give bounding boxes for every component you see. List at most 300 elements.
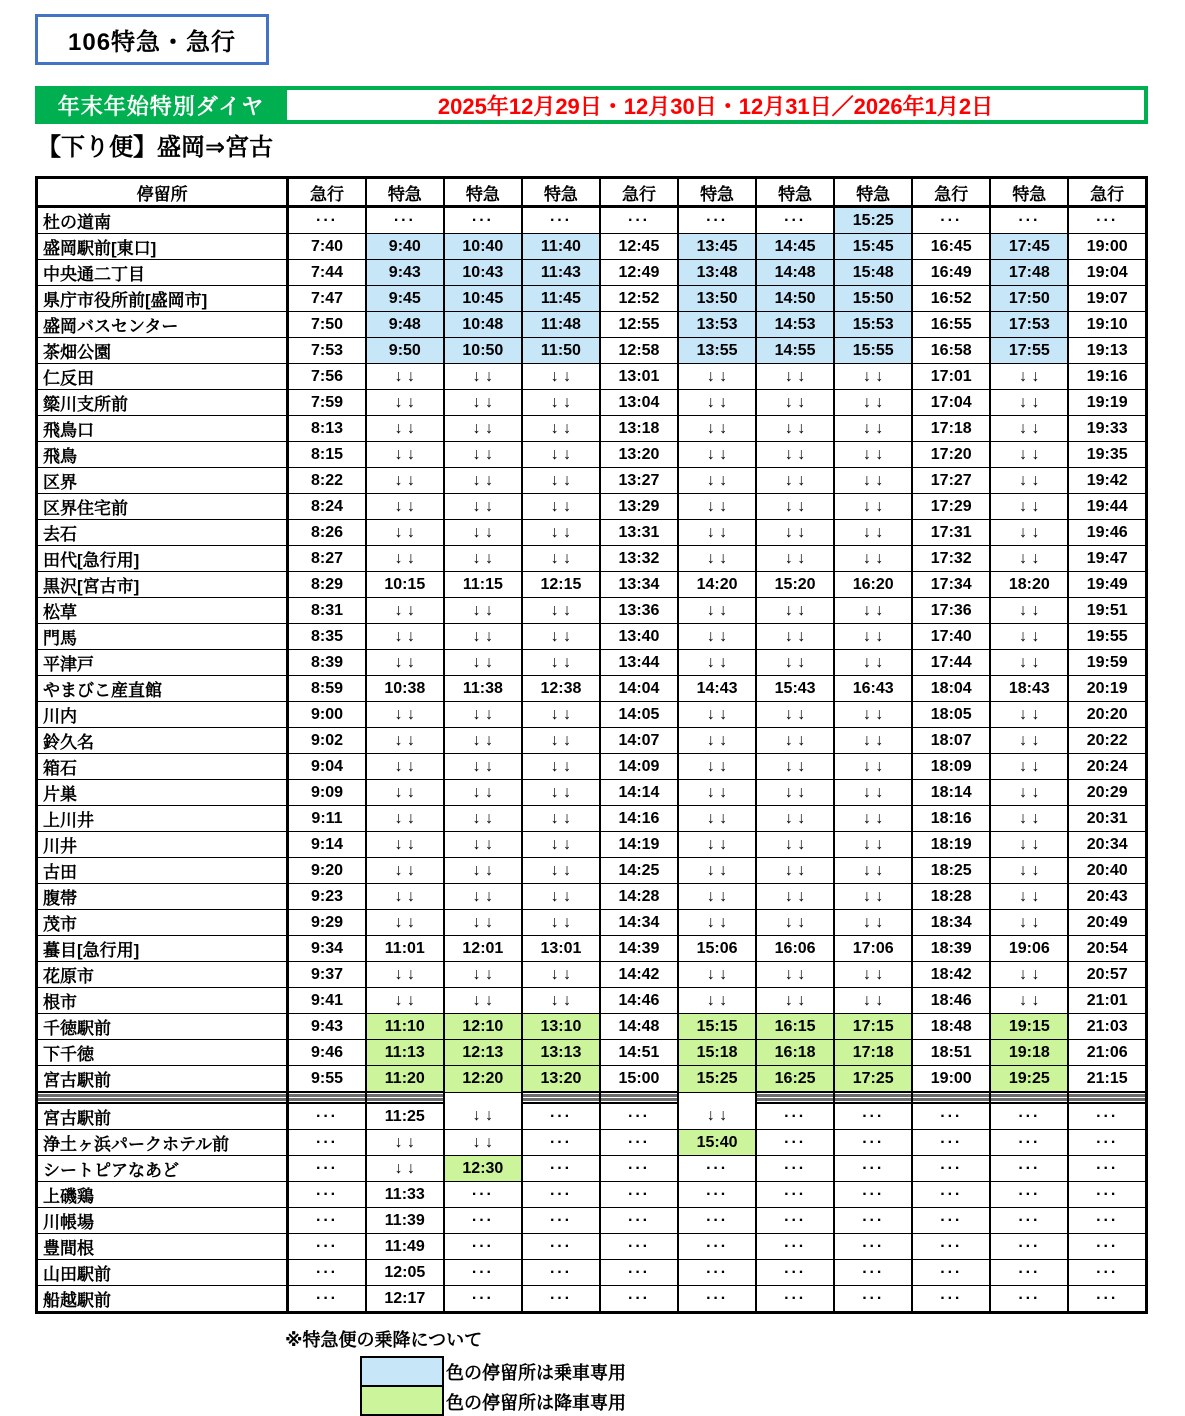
time-cell: ···: [756, 1182, 834, 1208]
time-cell: ···: [522, 1156, 600, 1182]
time-cell: 13:20: [522, 1066, 600, 1093]
time-cell: 19:55: [1068, 624, 1146, 650]
time-cell: ···: [444, 207, 522, 234]
time-cell: ↓ ↓: [756, 832, 834, 858]
time-cell: 11:50: [522, 338, 600, 364]
time-cell: ↓ ↓: [834, 832, 912, 858]
stop-name-cell: 簗川支所前: [37, 390, 288, 416]
time-cell: ···: [834, 1103, 912, 1130]
time-cell: 11:43: [522, 260, 600, 286]
time-cell: ↓ ↓: [366, 546, 444, 572]
time-cell: ···: [444, 1234, 522, 1260]
time-cell: ↓ ↓: [522, 728, 600, 754]
table-row: [37, 572, 1147, 598]
time-cell: 15:25: [834, 207, 912, 234]
time-cell: 17:25: [834, 1066, 912, 1093]
time-cell: 19:59: [1068, 650, 1146, 676]
time-cell: 15:45: [834, 234, 912, 260]
time-cell: 20:57: [1068, 962, 1146, 988]
time-cell: 14:14: [600, 780, 678, 806]
table-row: [37, 546, 1147, 572]
time-cell: ···: [912, 1208, 990, 1234]
time-cell: 17:29: [912, 494, 990, 520]
time-cell: ↓ ↓: [678, 468, 756, 494]
time-cell: 12:55: [600, 312, 678, 338]
time-cell: ↓ ↓: [990, 546, 1068, 572]
time-cell: 14:16: [600, 806, 678, 832]
time-cell: 7:59: [288, 390, 366, 416]
time-cell: 14:05: [600, 702, 678, 728]
time-cell: ↓ ↓: [522, 624, 600, 650]
time-cell: 13:48: [678, 260, 756, 286]
table-row: [37, 1260, 1147, 1286]
time-cell: 9:20: [288, 858, 366, 884]
time-cell: ···: [444, 1208, 522, 1234]
time-cell: 11:01: [366, 936, 444, 962]
time-cell: 9:00: [288, 702, 366, 728]
time-cell: ···: [756, 207, 834, 234]
time-cell: ···: [288, 1286, 366, 1313]
service-type-header: 急行: [1068, 178, 1146, 207]
time-cell: ···: [678, 1182, 756, 1208]
time-cell: 9:11: [288, 806, 366, 832]
time-cell: 18:51: [912, 1040, 990, 1066]
time-cell: ···: [756, 1156, 834, 1182]
separator-cell: [756, 1092, 834, 1103]
time-cell: ↓ ↓: [366, 832, 444, 858]
time-cell: 15:55: [834, 338, 912, 364]
time-cell: 16:43: [834, 676, 912, 702]
time-cell: 20:43: [1068, 884, 1146, 910]
time-cell: 20:40: [1068, 858, 1146, 884]
time-cell: ···: [990, 1208, 1068, 1234]
stop-name-cell: 宮古駅前: [37, 1103, 288, 1130]
time-cell: 12:17: [366, 1286, 444, 1313]
time-cell: ↓ ↓: [756, 442, 834, 468]
time-cell: 13:01: [522, 936, 600, 962]
time-cell: 9:37: [288, 962, 366, 988]
stop-name-cell: 飛鳥: [37, 442, 288, 468]
time-cell: 9:02: [288, 728, 366, 754]
table-row: [37, 494, 1147, 520]
legend: [285, 1326, 1185, 1416]
stop-name-cell: 根市: [37, 988, 288, 1014]
time-cell: 12:52: [600, 286, 678, 312]
time-cell: ↓ ↓: [522, 754, 600, 780]
time-cell: ···: [288, 1260, 366, 1286]
time-cell: ↓ ↓: [444, 416, 522, 442]
time-cell: 14:28: [600, 884, 678, 910]
time-cell: 17:27: [912, 468, 990, 494]
time-cell: 15:40: [678, 1130, 756, 1156]
time-cell: 8:24: [288, 494, 366, 520]
time-cell: ↓ ↓: [444, 962, 522, 988]
time-cell: ↓ ↓: [522, 416, 600, 442]
time-cell: ↓ ↓: [366, 754, 444, 780]
time-cell: 18:28: [912, 884, 990, 910]
time-cell: 13:36: [600, 598, 678, 624]
time-cell: ···: [444, 1260, 522, 1286]
time-cell: 9:23: [288, 884, 366, 910]
time-cell: 9:34: [288, 936, 366, 962]
separator-cell: [522, 1092, 600, 1103]
stop-name-cell: 蟇目[急行用]: [37, 936, 288, 962]
time-cell: ↓ ↓: [834, 988, 912, 1014]
time-cell: 17:04: [912, 390, 990, 416]
time-cell: ↓ ↓: [522, 988, 600, 1014]
time-cell: 11:49: [366, 1234, 444, 1260]
time-cell: ↓ ↓: [444, 806, 522, 832]
time-cell: 10:15: [366, 572, 444, 598]
time-cell: 17:53: [990, 312, 1068, 338]
time-cell: ↓ ↓: [444, 520, 522, 546]
legend-row-alighting: [360, 1387, 1185, 1416]
time-cell: ↓ ↓: [834, 442, 912, 468]
time-cell: ···: [600, 1130, 678, 1156]
time-cell: ···: [1068, 1156, 1146, 1182]
stop-name-cell: 県庁市役所前[盛岡市]: [37, 286, 288, 312]
time-cell: 20:54: [1068, 936, 1146, 962]
time-cell: 19:25: [990, 1066, 1068, 1093]
time-cell: 10:45: [444, 286, 522, 312]
time-cell: 10:40: [444, 234, 522, 260]
stop-name-cell: 花原市: [37, 962, 288, 988]
stop-name-cell: 田代[急行用]: [37, 546, 288, 572]
time-cell: ↓ ↓: [678, 728, 756, 754]
time-cell: ···: [288, 1208, 366, 1234]
time-cell: 19:42: [1068, 468, 1146, 494]
time-cell: 15:20: [756, 572, 834, 598]
time-cell: 14:04: [600, 676, 678, 702]
time-cell: ↓ ↓: [444, 702, 522, 728]
time-cell: ···: [522, 207, 600, 234]
time-cell: ↓ ↓: [522, 832, 600, 858]
time-cell: ↓ ↓: [756, 494, 834, 520]
service-type-header: 急行: [912, 178, 990, 207]
stop-name-cell: 去石: [37, 520, 288, 546]
time-cell: ↓ ↓: [444, 780, 522, 806]
time-cell: ↓ ↓: [444, 884, 522, 910]
time-cell: ↓ ↓: [366, 702, 444, 728]
time-cell: ···: [522, 1286, 600, 1313]
stop-name-cell: 飛鳥口: [37, 416, 288, 442]
stop-name-cell: 腹帯: [37, 884, 288, 910]
time-cell: ↓ ↓: [366, 780, 444, 806]
time-cell: ↓ ↓: [834, 546, 912, 572]
stop-name-cell: 川内: [37, 702, 288, 728]
separator-cell: [288, 1092, 366, 1103]
time-cell: ···: [834, 1156, 912, 1182]
time-cell: ···: [522, 1208, 600, 1234]
time-cell: ···: [990, 1182, 1068, 1208]
stop-name-cell: 下千徳: [37, 1040, 288, 1066]
time-cell: 9:43: [288, 1014, 366, 1040]
time-cell: ↓ ↓: [444, 442, 522, 468]
time-cell: ···: [600, 1103, 678, 1130]
time-cell: ···: [834, 1234, 912, 1260]
time-cell: ↓ ↓: [366, 442, 444, 468]
table-row: [37, 260, 1147, 286]
time-cell: ···: [990, 1103, 1068, 1130]
time-cell: 17:40: [912, 624, 990, 650]
time-cell: ↓ ↓: [990, 650, 1068, 676]
time-cell: ↓ ↓: [990, 416, 1068, 442]
time-cell: ↓ ↓: [444, 650, 522, 676]
time-cell: ···: [1068, 207, 1146, 234]
time-cell: ↓ ↓: [834, 858, 912, 884]
time-cell: 13:10: [522, 1014, 600, 1040]
time-cell: 19:15: [990, 1014, 1068, 1040]
time-cell: ↓ ↓: [834, 650, 912, 676]
time-cell: ↓ ↓: [990, 364, 1068, 390]
time-cell: 16:25: [756, 1066, 834, 1093]
time-cell: ···: [600, 1286, 678, 1313]
stop-name-cell: 黒沢[宮古市]: [37, 572, 288, 598]
time-cell: 18:25: [912, 858, 990, 884]
time-cell: ···: [834, 1208, 912, 1234]
time-cell: 18:43: [990, 676, 1068, 702]
time-cell: ↓ ↓: [366, 728, 444, 754]
time-cell: 9:29: [288, 910, 366, 936]
time-cell: ↓ ↓: [834, 624, 912, 650]
time-cell: 18:34: [912, 910, 990, 936]
time-cell: 13:20: [600, 442, 678, 468]
table-row: [37, 338, 1147, 364]
time-cell: 12:13: [444, 1040, 522, 1066]
stop-name-cell: 区界住宅前: [37, 494, 288, 520]
separator-cell: [444, 1092, 522, 1103]
time-cell: 12:05: [366, 1260, 444, 1286]
time-cell: 11:40: [522, 234, 600, 260]
time-cell: 13:31: [600, 520, 678, 546]
time-cell: 19:35: [1068, 442, 1146, 468]
time-cell: 17:32: [912, 546, 990, 572]
time-cell: ↓ ↓: [834, 468, 912, 494]
table-row: [37, 884, 1147, 910]
time-cell: 14:48: [756, 260, 834, 286]
time-cell: 8:35: [288, 624, 366, 650]
time-cell: ↓ ↓: [834, 364, 912, 390]
time-cell: ↓ ↓: [990, 442, 1068, 468]
time-cell: 11:13: [366, 1040, 444, 1066]
time-cell: ···: [912, 1103, 990, 1130]
time-cell: 15:43: [756, 676, 834, 702]
time-cell: ↓ ↓: [990, 832, 1068, 858]
time-cell: ···: [756, 1234, 834, 1260]
time-cell: ···: [288, 1182, 366, 1208]
separator-cell: [912, 1092, 990, 1103]
time-cell: ↓ ↓: [444, 1130, 522, 1156]
time-cell: ↓ ↓: [678, 546, 756, 572]
time-cell: 20:34: [1068, 832, 1146, 858]
time-cell: ↓ ↓: [990, 624, 1068, 650]
time-cell: ↓ ↓: [678, 988, 756, 1014]
time-cell: ···: [1068, 1234, 1146, 1260]
time-cell: 8:59: [288, 676, 366, 702]
table-row: [37, 624, 1147, 650]
time-cell: 19:46: [1068, 520, 1146, 546]
time-cell: ↓ ↓: [444, 364, 522, 390]
time-cell: ↓ ↓: [756, 390, 834, 416]
stop-name-cell: 門馬: [37, 624, 288, 650]
time-cell: ↓ ↓: [444, 728, 522, 754]
time-cell: ↓ ↓: [678, 806, 756, 832]
time-cell: ↓ ↓: [990, 884, 1068, 910]
time-cell: 8:22: [288, 468, 366, 494]
time-cell: 16:55: [912, 312, 990, 338]
time-cell: 19:33: [1068, 416, 1146, 442]
time-cell: 19:04: [1068, 260, 1146, 286]
time-cell: ↓ ↓: [834, 754, 912, 780]
time-cell: ↓ ↓: [522, 442, 600, 468]
time-cell: 19:49: [1068, 572, 1146, 598]
time-cell: 16:20: [834, 572, 912, 598]
time-cell: ···: [1068, 1208, 1146, 1234]
time-cell: 9:46: [288, 1040, 366, 1066]
table-row: [37, 780, 1147, 806]
time-cell: 16:06: [756, 936, 834, 962]
time-cell: 14:20: [678, 572, 756, 598]
time-cell: ↓ ↓: [834, 962, 912, 988]
stop-name-cell: 区界: [37, 468, 288, 494]
time-cell: ···: [678, 1260, 756, 1286]
time-cell: ···: [288, 1130, 366, 1156]
time-cell: 15:50: [834, 286, 912, 312]
time-cell: ···: [1068, 1182, 1146, 1208]
time-cell: ↓ ↓: [522, 468, 600, 494]
table-row: [37, 468, 1147, 494]
time-cell: 18:20: [990, 572, 1068, 598]
time-cell: ↓ ↓: [444, 494, 522, 520]
timetable: [35, 176, 1148, 1314]
time-cell: ↓ ↓: [366, 598, 444, 624]
time-cell: ↓ ↓: [366, 390, 444, 416]
time-cell: 13:45: [678, 234, 756, 260]
time-cell: ↓ ↓: [522, 702, 600, 728]
time-cell: 19:51: [1068, 598, 1146, 624]
time-cell: 17:55: [990, 338, 1068, 364]
table-row: [37, 1040, 1147, 1066]
service-type-header: 特急: [522, 178, 600, 207]
stop-name-cell: 片巣: [37, 780, 288, 806]
table-row: [37, 936, 1147, 962]
time-cell: 9:09: [288, 780, 366, 806]
time-cell: ↓ ↓: [366, 364, 444, 390]
time-cell: 11:48: [522, 312, 600, 338]
service-type-header: 急行: [288, 178, 366, 207]
time-cell: ↓ ↓: [678, 780, 756, 806]
time-cell: ···: [756, 1260, 834, 1286]
time-cell: ↓ ↓: [678, 390, 756, 416]
time-cell: 18:09: [912, 754, 990, 780]
table-row: [37, 650, 1147, 676]
time-cell: ···: [912, 1182, 990, 1208]
time-cell: ↓ ↓: [444, 624, 522, 650]
table-row: [37, 416, 1147, 442]
route-title: 106特急・急行: [35, 14, 269, 65]
time-cell: 12:15: [522, 572, 600, 598]
time-cell: 19:47: [1068, 546, 1146, 572]
time-cell: ↓ ↓: [834, 780, 912, 806]
time-cell: 11:39: [366, 1208, 444, 1234]
time-cell: 18:19: [912, 832, 990, 858]
time-cell: ↓ ↓: [366, 858, 444, 884]
time-cell: ···: [678, 1286, 756, 1313]
table-row: [37, 858, 1147, 884]
time-cell: ↓ ↓: [522, 520, 600, 546]
time-cell: ↓ ↓: [834, 806, 912, 832]
time-cell: ↓ ↓: [756, 416, 834, 442]
time-cell: ↓ ↓: [756, 728, 834, 754]
time-cell: 8:26: [288, 520, 366, 546]
time-cell: ···: [444, 1182, 522, 1208]
time-cell: 9:41: [288, 988, 366, 1014]
time-cell: ↓ ↓: [678, 520, 756, 546]
stop-name-cell: 茂市: [37, 910, 288, 936]
time-cell: ↓ ↓: [678, 598, 756, 624]
stop-name-cell: 宮古駅前: [37, 1066, 288, 1093]
time-cell: ↓ ↓: [756, 546, 834, 572]
time-cell: ↓ ↓: [444, 1103, 522, 1130]
time-cell: ↓ ↓: [990, 962, 1068, 988]
time-cell: 19:06: [990, 936, 1068, 962]
time-cell: ↓ ↓: [678, 364, 756, 390]
time-cell: ···: [834, 1182, 912, 1208]
table-row: [37, 390, 1147, 416]
time-cell: ↓ ↓: [678, 442, 756, 468]
time-cell: ↓ ↓: [522, 494, 600, 520]
time-cell: ↓ ↓: [366, 962, 444, 988]
time-cell: ···: [756, 1286, 834, 1313]
stop-name-cell: 川帳場: [37, 1208, 288, 1234]
time-cell: 13:01: [600, 364, 678, 390]
time-cell: ↓ ↓: [990, 702, 1068, 728]
time-cell: 14:53: [756, 312, 834, 338]
time-cell: 12:30: [444, 1156, 522, 1182]
time-cell: 10:50: [444, 338, 522, 364]
stop-name-cell: 浄土ヶ浜パークホテル前: [37, 1130, 288, 1156]
time-cell: 19:18: [990, 1040, 1068, 1066]
separator-cell: [37, 1092, 288, 1103]
time-cell: 16:52: [912, 286, 990, 312]
time-cell: ↓ ↓: [444, 832, 522, 858]
time-cell: ···: [834, 1286, 912, 1313]
table-row: [37, 728, 1147, 754]
time-cell: ···: [756, 1103, 834, 1130]
time-cell: ↓ ↓: [990, 728, 1068, 754]
time-cell: ↓ ↓: [678, 858, 756, 884]
table-row: [37, 1014, 1147, 1040]
time-cell: 12:38: [522, 676, 600, 702]
time-cell: 13:27: [600, 468, 678, 494]
time-cell: ↓ ↓: [366, 910, 444, 936]
time-cell: ↓ ↓: [834, 494, 912, 520]
stop-column-header: 停留所: [37, 178, 288, 207]
time-cell: 8:29: [288, 572, 366, 598]
stop-name-cell: 上磯鶏: [37, 1182, 288, 1208]
time-cell: ···: [912, 1130, 990, 1156]
time-cell: ···: [912, 1234, 990, 1260]
stop-name-cell: シートピアなあど: [37, 1156, 288, 1182]
time-cell: ↓ ↓: [444, 598, 522, 624]
time-cell: ↓ ↓: [366, 624, 444, 650]
time-cell: 17:50: [990, 286, 1068, 312]
banner-dates: 2025年12月29日・12月30日・12月31日／2026年1月2日: [287, 90, 1144, 120]
time-cell: ↓ ↓: [834, 416, 912, 442]
time-cell: 20:31: [1068, 806, 1146, 832]
stop-name-cell: 鈴久名: [37, 728, 288, 754]
time-cell: 9:43: [366, 260, 444, 286]
